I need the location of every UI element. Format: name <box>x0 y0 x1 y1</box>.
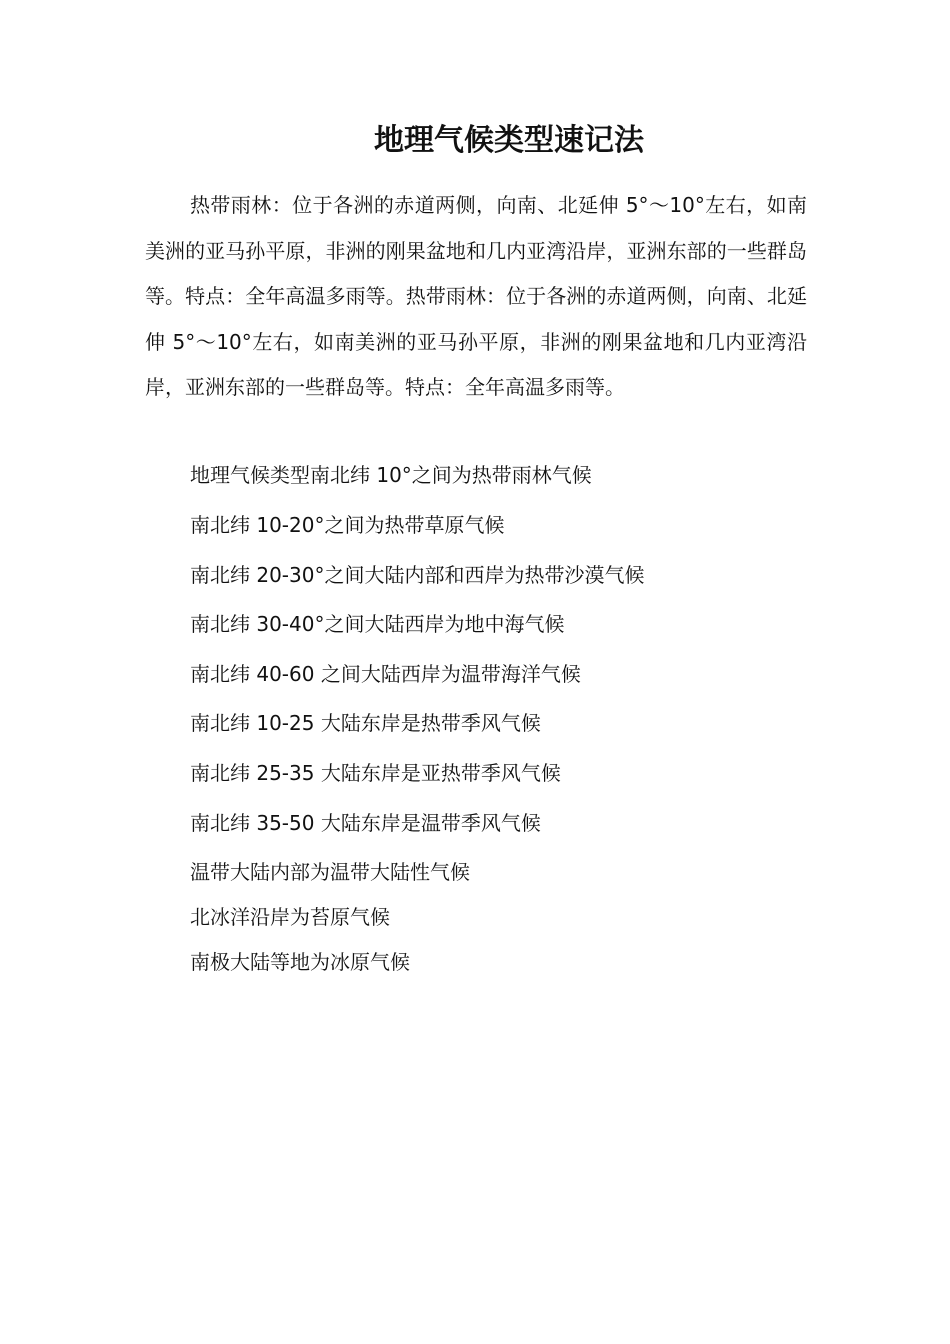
climate-line: 南北纬 40-60 之间大陆西岸为温带海洋气候 <box>190 662 581 686</box>
climate-line: 南北纬 20-30°之间大陆内部和西岸为热带沙漠气候 <box>190 563 645 587</box>
climate-line: 南北纬 25-35 大陆东岸是亚热带季风气候 <box>190 761 561 785</box>
climate-line: 南北纬 10-20°之间为热带草原气候 <box>190 513 505 537</box>
intro-paragraph: 热带雨林：位于各洲的赤道两侧，向南、北延伸 5°～10°左右，如南美洲的亚马孙平原，非洲的刚果盆地和几内亚湾沿岸，亚洲东部的一些群岛等。特点：全年高温多雨等。热带雨林：位于各洲的赤道两侧，向南、北延伸 5°～10°左右，如南美洲的亚马孙平原，非洲的刚果盆地和几内亚湾沿岸，亚洲东部的一些群岛等。特点：全年高温多雨等。 <box>145 193 807 400</box>
climate-line: 南北纬 35-50 大陆东岸是温带季风气候 <box>190 811 541 835</box>
climate-line: 南极大陆等地为冰原气候 <box>190 950 410 974</box>
climate-line: 地理气候类型南北纬 10°之间为热带雨林气候 <box>190 463 592 487</box>
climate-line: 温带大陆内部为温带大陆性气候 <box>190 860 470 884</box>
climate-line: 南北纬 30-40°之间大陆西岸为地中海气候 <box>190 612 565 636</box>
document-title: 地理气候类型速记法 <box>374 123 644 158</box>
climate-line: 北冰洋沿岸为苔原气候 <box>190 905 390 929</box>
climate-line: 南北纬 10-25 大陆东岸是热带季风气候 <box>190 711 541 735</box>
